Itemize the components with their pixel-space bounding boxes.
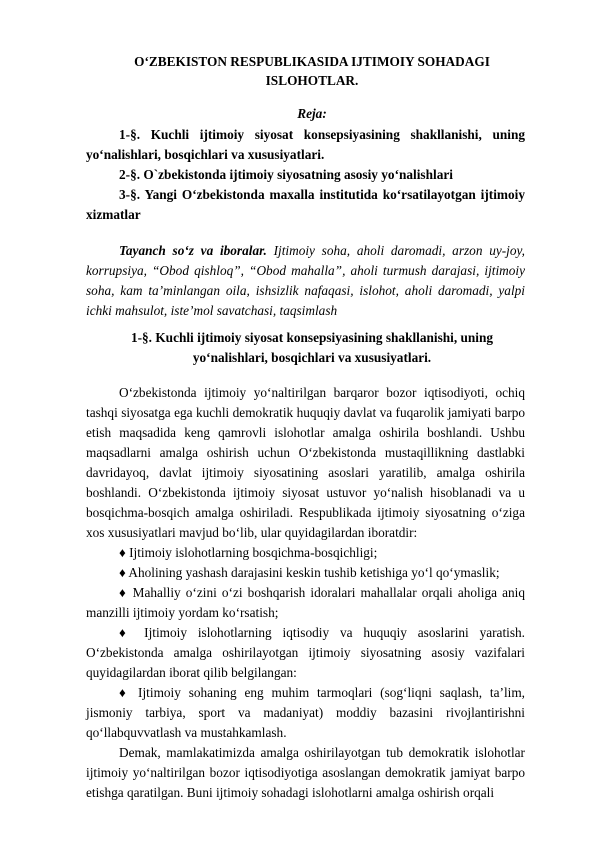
plan-item-3: 3-§. Yangi O‘zbekistonda maxalla institutida ko‘rsatilayotgan ijtimoiy xizmatlar <box>86 187 525 222</box>
title-line-2: ISLOHOTLAR. <box>265 73 359 88</box>
plan-item-1: 1-§. Kuchli ijtimoiy siyosat konsepsiyasining shakllanishi, uning yo‘nalishlari, bosqichlari va xususiyatlari. <box>86 127 525 162</box>
title-line-1: O‘ZBEKISTON RESPUBLIKASIDA IJTIMOIY SOHADAGI <box>134 54 490 69</box>
section-heading <box>86 328 538 368</box>
keywords-text: Ijtimoiy soha, aholi daromadi, arzon uy-joy, korrupsiya, “Obod qishloq”, “Obod mahalla”, aholi turmush darajasi, ijtimoiy soha, kam ta’minlangan oila, ishsizlik nafaqasi, islohot, aholi daromadi, yalpi ichki mahsulot, iste’mol savatchasi, taqsimlash <box>86 243 526 318</box>
keywords-label: Tayanch so‘z va iboralar. <box>119 243 267 258</box>
closing-paragraph: Demak, mamlakatimizda amalga oshirilayotgan tub demokratik islohotlar ijtimoiy yo‘naltirilgan bozor iqtisodiyotiga asoslangan demokratik jamiyat barpo etishga qaratilgan. Buni ijtimoiy sohadagi islohotlarni amalga oshirish orqali <box>86 745 525 800</box>
intro-paragraph: O‘zbekistonda ijtimoiy yo‘naltirilgan barqaror bozor iqtisodiyoti, ochiq tashqi siyosatga ega kuchli demokratik huquqiy davlat va fuqarolik jamiyati barpo etish maqsadida keng qamrovli islohotlar amalga oshirila boshlandi. Ushbu maqsadlarni amalga oshirish uchun O‘zbekistonda mustaqillikning dastlabki davridayoq, davlat ijtimoiy siyosatining asoslari yaratilib, amalga oshirila boshlandi. O‘zbekistonda ijtimoiy siyosat ustuvor yo‘nalish hisoblanadi va u bosqichma-bosqich amalga oshiriladi. Respublikada ijtimoiy siyosatning o‘ziga xos xususiyatlari mavjud bo‘lib, ular quyidagilardan iboratdir: <box>86 385 525 540</box>
document-title <box>86 52 538 90</box>
plan-item-2: 2-§. O`zbekistonda ijtimoiy siyosatning asosiy yo‘nalishlari <box>119 167 453 182</box>
keywords-paragraph <box>86 241 525 321</box>
section-heading-line-1: 1-§. Kuchli ijtimoiy siyosat konsepsiyasining shakllanishi, uning <box>130 330 494 345</box>
plan-heading: Reja: <box>297 106 327 121</box>
bullet-item-2: ♦ Aholining yashash darajasini keskin tushib ketishiga yo‘l qo‘ymaslik; <box>119 565 500 580</box>
section-heading-line-2: yo‘nalishlari, bosqichlari va xususiyatlari. <box>192 350 432 365</box>
bullet-item-5: ♦ Ijtimoiy sohaning eng muhim tarmoqlari (sog‘liqni saqlash, ta’lim, jismoniy tarbiya, sport va madaniyat) moddiy bazasini rivojlantirishni qo‘llabquvvatlash va mustahkamlash. <box>86 685 525 740</box>
bullet-item-1: ♦ Ijtimoiy islohotlarning bosqichma-bosqichligi; <box>119 545 378 560</box>
bullet-item-3: ♦ Mahalliy o‘zini o‘zi boshqarish idoralari mahallalar orqali aholiga aniq manzilli ijtimoiy yordam ko‘rsatish; <box>86 585 525 620</box>
bullet-item-4: ♦ Ijtimoiy islohotlarning iqtisodiy va huquqiy asoslarini yaratish. O‘zbekistonda amalga oshirilayotgan ijtimoiy siyosatning asosiy vazifalari quyidagilardan iborat qilib belgilangan: <box>86 625 525 680</box>
